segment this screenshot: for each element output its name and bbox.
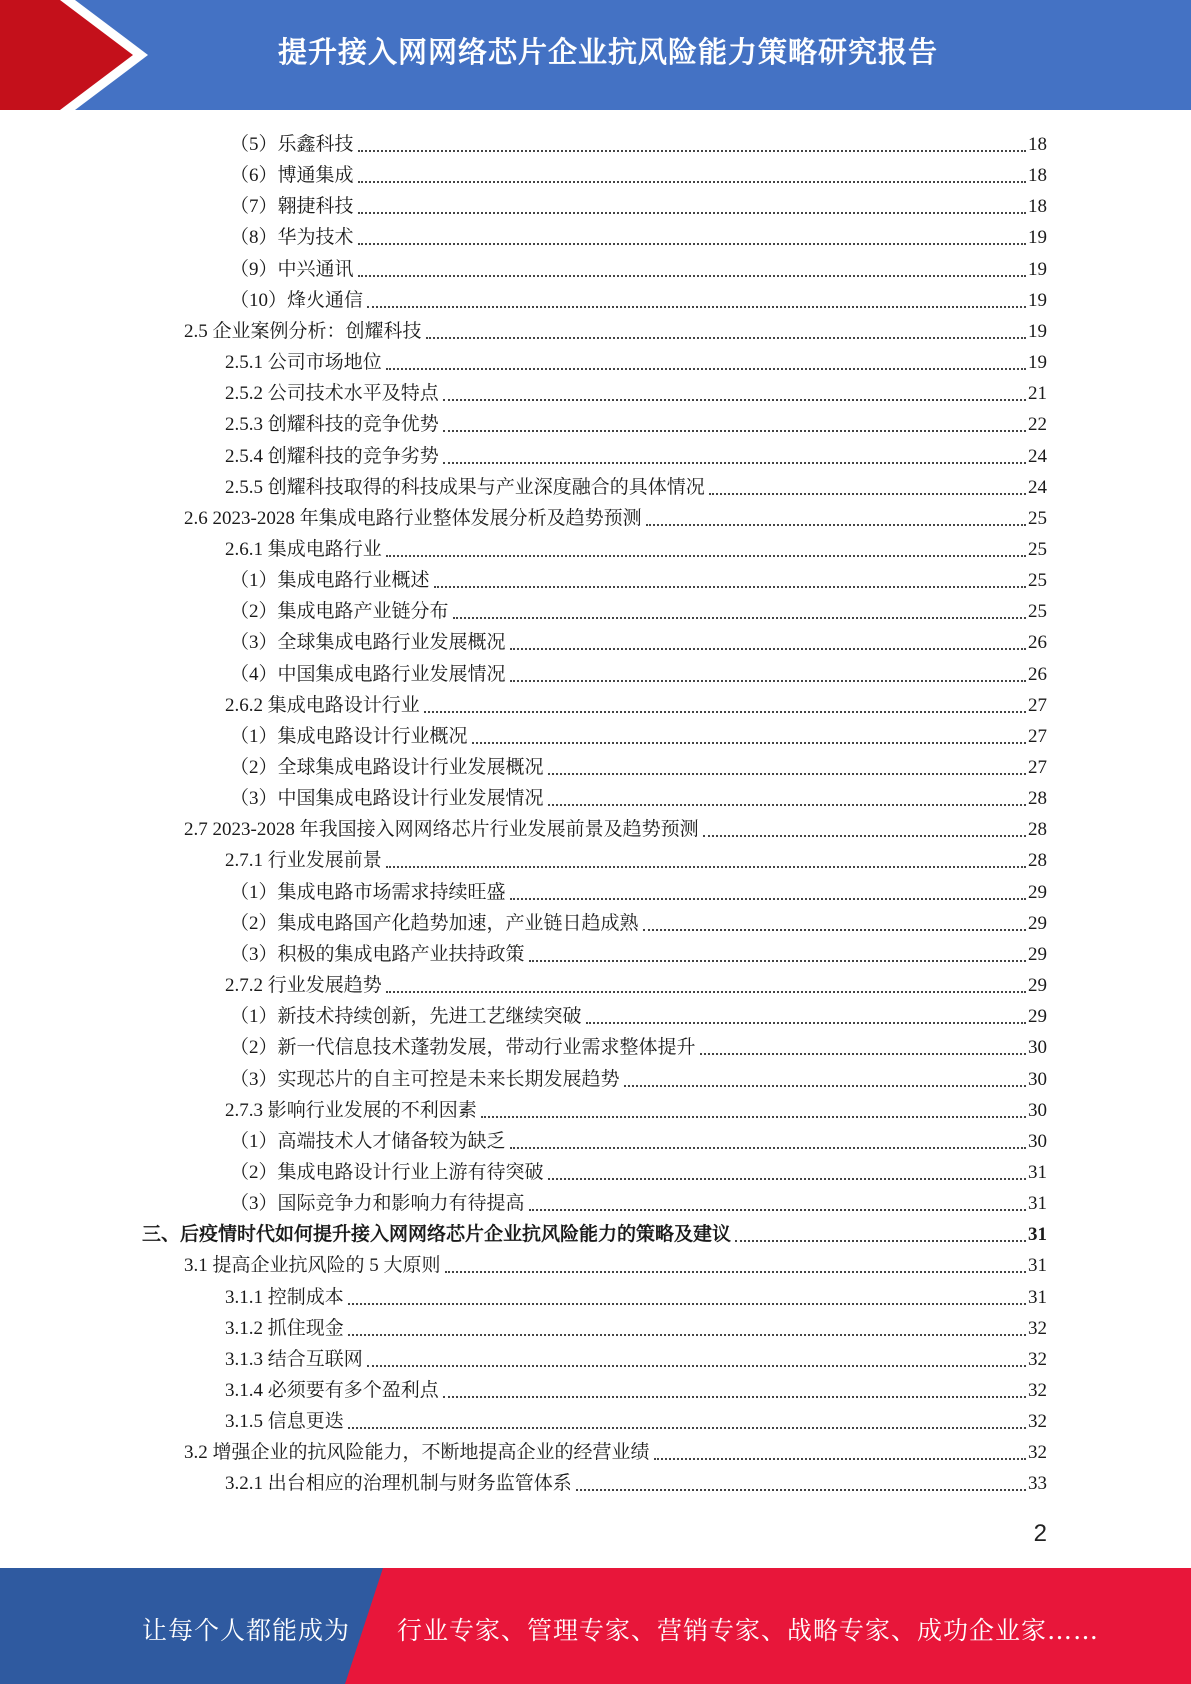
toc-entry-title: 2.7.2 行业发展趋势 (225, 975, 382, 997)
toc-entry-title: 3.1 提高企业抗风险的 5 大原则 (184, 1255, 441, 1277)
toc-entry[interactable] (225, 967, 1047, 998)
toc-entry-title: 3.2.1 出台相应的治理机制与财务监管体系 (225, 1473, 572, 1495)
toc-leader-dots (386, 991, 1026, 993)
toc-entry-page: 25 (1028, 601, 1047, 623)
toc-entry-page: 31 (1028, 1286, 1047, 1308)
footer-slogan-right: 行业专家、管理专家、营销专家、战略专家、成功企业家…… (397, 1616, 1100, 1645)
toc-entry-page: 25 (1028, 507, 1047, 529)
toc-entry-page: 21 (1028, 383, 1047, 405)
toc-entry-page: 30 (1028, 1068, 1047, 1090)
toc-entry[interactable] (230, 905, 1047, 936)
page-header (0, 0, 1191, 110)
toc-entry[interactable] (230, 1154, 1047, 1185)
toc-entry[interactable] (230, 219, 1047, 250)
toc-entry[interactable] (225, 1279, 1047, 1310)
toc-entry-page: 25 (1028, 538, 1047, 560)
page-number: 2 (1033, 1520, 1047, 1547)
toc-entry-title: 2.7 2023-2028 年我国接入网网络芯片行业发展前景及趋势预测 (184, 819, 699, 841)
toc-entry[interactable] (230, 998, 1047, 1029)
toc-leader-dots (453, 617, 1026, 619)
toc-entry[interactable] (184, 1434, 1047, 1465)
toc-entry-title: 2.6.2 集成电路设计行业 (225, 694, 420, 716)
toc-entry-title: （5）乐鑫科技 (230, 134, 354, 155)
toc-entry-title: 2.7.3 影响行业发展的不利因素 (225, 1099, 477, 1121)
toc-entry-page: 18 (1028, 134, 1047, 155)
toc-entry-page: 18 (1028, 196, 1047, 218)
toc-leader-dots (443, 399, 1026, 401)
toc-entry-page: 22 (1028, 414, 1047, 436)
toc-leader-dots (481, 1116, 1026, 1118)
report-title: 提升接入网网络芯片企业抗风险能力策略研究报告 (277, 35, 938, 69)
toc-leader-dots (358, 181, 1026, 183)
toc-entry-page: 29 (1028, 975, 1047, 997)
toc-entry[interactable] (230, 874, 1047, 905)
toc-entry[interactable] (225, 1372, 1047, 1403)
toc-leader-dots (348, 1427, 1026, 1429)
toc-entry-title: （10）烽火通信 (230, 289, 364, 311)
toc-entry[interactable] (225, 438, 1047, 469)
toc-entry[interactable] (142, 1216, 1047, 1247)
toc-entry[interactable] (225, 1092, 1047, 1123)
toc-entry-title: （2）全球集成电路设计行业发展概况 (230, 757, 544, 778)
toc-entry-page: 31 (1028, 1224, 1047, 1246)
toc-entry-page: 32 (1028, 1380, 1047, 1401)
toc-entry-title: 3.1.2 抓住现金 (225, 1317, 344, 1339)
toc-leader-dots (624, 1085, 1026, 1087)
toc-leader-dots (443, 462, 1026, 464)
toc-leader-dots (386, 368, 1026, 370)
toc-leader-dots (358, 275, 1026, 277)
toc-entry-page: 33 (1028, 1473, 1047, 1495)
toc-entry-page: 27 (1028, 694, 1047, 716)
toc-entry-page: 29 (1028, 881, 1047, 903)
toc-leader-dots (548, 804, 1026, 806)
toc-entry-title: （2）集成电路设计行业上游有待突破 (230, 1161, 544, 1183)
page-footer (0, 1568, 1191, 1684)
toc-leader-dots (703, 835, 1026, 837)
toc-leader-dots (367, 306, 1026, 308)
toc-entry-title: 三、后疫情时代如何提升接入网网络芯片企业抗风险能力的策略及建议 (142, 1224, 732, 1246)
toc-entry-title: （4）中国集成电路行业发展情况 (230, 663, 506, 685)
toc-leader-dots (586, 1022, 1026, 1024)
toc-entry[interactable] (184, 1247, 1047, 1278)
toc-entry-title: 2.5.2 公司技术水平及特点 (225, 383, 439, 405)
toc-entry-page: 26 (1028, 663, 1047, 685)
toc-entry-title: 3.1.1 控制成本 (225, 1286, 344, 1308)
toc-leader-dots (700, 1053, 1026, 1055)
toc-entry-title: （2）集成电路产业链分布 (230, 601, 449, 623)
toc-entry-title: （3）全球集成电路行业发展概况 (230, 632, 506, 654)
toc-entry[interactable] (230, 780, 1047, 811)
toc-leader-dots (443, 430, 1026, 432)
toc-entry-page: 30 (1028, 1099, 1047, 1121)
toc-entry-title: 2.5.4 创耀科技的竞争劣势 (225, 445, 439, 467)
toc-entry[interactable] (225, 406, 1047, 437)
toc-leader-dots (529, 960, 1026, 962)
toc-entry-title: 2.5 企业案例分析：创耀科技 (184, 320, 422, 342)
footer-slogan-left: 让每个人都能成为 (142, 1616, 351, 1645)
toc-entry-title: （6）博通集成 (230, 165, 354, 187)
toc-entry[interactable] (225, 842, 1047, 873)
toc-leader-dots (709, 493, 1026, 495)
toc-entry-title: （3）国际竞争力和影响力有待提高 (230, 1193, 525, 1215)
toc-entry-page: 19 (1028, 320, 1047, 342)
toc-entry-title: （1）集成电路设计行业概况 (230, 725, 468, 747)
toc-entry-page: 27 (1028, 757, 1047, 778)
toc-entry-title: （8）华为技术 (230, 227, 354, 249)
toc-entry-title: （2）新一代信息技术蓬勃发展，带动行业需求整体提升 (230, 1037, 696, 1059)
toc-entry-page: 19 (1028, 227, 1047, 249)
toc-leader-dots (358, 150, 1026, 152)
toc-entry-title: （3）中国集成电路设计行业发展情况 (230, 788, 544, 810)
toc-entry-title: 2.5.3 创耀科技的竞争优势 (225, 414, 439, 436)
toc-leader-dots (434, 586, 1026, 588)
toc-entry-page: 19 (1028, 258, 1047, 280)
toc-entry-title: 3.1.4 必须要有多个盈利点 (225, 1380, 439, 1401)
toc-entry-title: 2.5.1 公司市场地位 (225, 352, 382, 374)
toc-entry-title: （2）集成电路国产化趋势加速，产业链日趋成熟 (230, 912, 639, 934)
toc-entry-title: （7）翱捷科技 (230, 196, 354, 218)
toc-entry[interactable] (230, 749, 1047, 780)
toc-entry[interactable] (230, 157, 1047, 188)
toc-entry-page: 19 (1028, 352, 1047, 374)
toc-leader-dots (510, 898, 1026, 900)
toc-entry[interactable] (230, 593, 1047, 624)
toc-entry[interactable] (225, 687, 1047, 718)
toc-entry-page: 26 (1028, 632, 1047, 654)
toc-entry-page: 30 (1028, 1130, 1047, 1152)
toc-leader-dots (576, 1489, 1026, 1491)
toc-leader-dots (548, 1178, 1026, 1180)
toc-entry-page: 31 (1028, 1193, 1047, 1215)
toc-entry-page: 31 (1028, 1255, 1047, 1277)
toc-entry-page: 31 (1028, 1161, 1047, 1183)
toc-entry-page: 32 (1028, 1411, 1047, 1433)
toc-entry-page: 28 (1028, 819, 1047, 841)
toc-leader-dots (472, 742, 1026, 744)
toc-entry[interactable] (230, 282, 1047, 313)
toc-leader-dots (348, 1303, 1026, 1305)
toc-entry[interactable] (230, 1029, 1047, 1060)
toc-entry[interactable] (225, 1465, 1047, 1496)
toc-entry[interactable] (225, 1403, 1047, 1434)
toc-entry-title: （3）积极的集成电路产业扶持政策 (230, 943, 525, 965)
toc-leader-dots (358, 212, 1026, 214)
toc-entry-page: 27 (1028, 725, 1047, 747)
toc-entry-title: （1）高端技术人才储备较为缺乏 (230, 1130, 506, 1152)
toc-leader-dots (654, 1458, 1026, 1460)
toc-entry-page: 25 (1028, 570, 1047, 592)
toc-entry-title: 3.1.3 结合互联网 (225, 1348, 363, 1370)
toc-leader-dots (348, 1334, 1026, 1336)
toc-leader-dots (510, 1147, 1026, 1149)
toc-entry-title: （1）集成电路市场需求持续旺盛 (230, 881, 506, 903)
toc-entry[interactable] (225, 531, 1047, 562)
toc-entry[interactable] (184, 811, 1047, 842)
toc-entry[interactable] (225, 1341, 1047, 1372)
toc-entry-title: （9）中兴通讯 (230, 258, 354, 280)
toc-entry[interactable] (230, 251, 1047, 282)
toc-entry[interactable] (184, 500, 1047, 531)
toc-entry-page: 29 (1028, 1006, 1047, 1028)
toc-entry-page: 19 (1028, 289, 1047, 311)
toc-entry[interactable] (230, 624, 1047, 655)
toc-entry-page: 30 (1028, 1037, 1047, 1059)
toc-leader-dots (548, 773, 1026, 775)
toc-entry[interactable] (230, 188, 1047, 219)
toc-entry-page: 29 (1028, 943, 1047, 965)
toc-leader-dots (643, 929, 1026, 931)
toc-entry-page: 32 (1028, 1317, 1047, 1339)
toc-entry[interactable] (225, 469, 1047, 500)
toc-entry[interactable] (230, 656, 1047, 687)
toc-entry-title: （1）新技术持续创新，先进工艺继续突破 (230, 1006, 582, 1028)
toc-entry-title: （1）集成电路行业概述 (230, 570, 430, 592)
toc-entry-title: 3.2 增强企业的抗风险能力，不断地提高企业的经营业绩 (184, 1442, 650, 1464)
toc-entry[interactable] (184, 313, 1047, 344)
toc-leader-dots (424, 711, 1026, 713)
toc-entry-page: 24 (1028, 476, 1047, 498)
toc-leader-dots (426, 337, 1026, 339)
toc-entry[interactable] (225, 375, 1047, 406)
toc-entry[interactable] (230, 1185, 1047, 1216)
toc-entry[interactable] (230, 936, 1047, 967)
toc-entry-title: 2.6.1 集成电路行业 (225, 538, 382, 560)
toc-leader-dots (443, 1396, 1026, 1398)
toc-entry-page: 32 (1028, 1348, 1047, 1370)
toc-leader-dots (735, 1240, 1026, 1242)
toc-entry-title: 2.6 2023-2028 年集成电路行业整体发展分析及趋势预测 (184, 507, 642, 529)
toc-entry-page: 18 (1028, 165, 1047, 187)
toc-entry[interactable] (225, 344, 1047, 375)
toc-leader-dots (646, 524, 1026, 526)
toc-entry-page: 24 (1028, 445, 1047, 467)
toc-entry[interactable] (230, 562, 1047, 593)
toc-entry[interactable] (230, 126, 1047, 157)
toc-leader-dots (386, 866, 1026, 868)
toc-leader-dots (386, 555, 1026, 557)
toc-entry[interactable] (230, 1123, 1047, 1154)
toc-leader-dots (367, 1365, 1026, 1367)
toc-entry-page: 28 (1028, 850, 1047, 872)
toc-entry-title: 3.1.5 信息更迭 (225, 1411, 344, 1433)
toc-entry-title: 2.7.1 行业发展前景 (225, 850, 382, 872)
toc-entry-page: 29 (1028, 912, 1047, 934)
toc-entry[interactable] (230, 718, 1047, 749)
toc-leader-dots (510, 680, 1026, 682)
toc-entry-page: 32 (1028, 1442, 1047, 1464)
toc-entry[interactable] (225, 1310, 1047, 1341)
toc-leader-dots (510, 648, 1026, 650)
toc-entry-page: 28 (1028, 788, 1047, 810)
toc-entry-title: 2.5.5 创耀科技取得的科技成果与产业深度融合的具体情况 (225, 476, 705, 498)
toc-leader-dots (358, 243, 1026, 245)
toc-entry[interactable] (230, 1061, 1047, 1092)
toc-leader-dots (529, 1209, 1026, 1211)
toc-entry-title: （3）实现芯片的自主可控是未来长期发展趋势 (230, 1068, 620, 1090)
toc-leader-dots (445, 1271, 1026, 1273)
